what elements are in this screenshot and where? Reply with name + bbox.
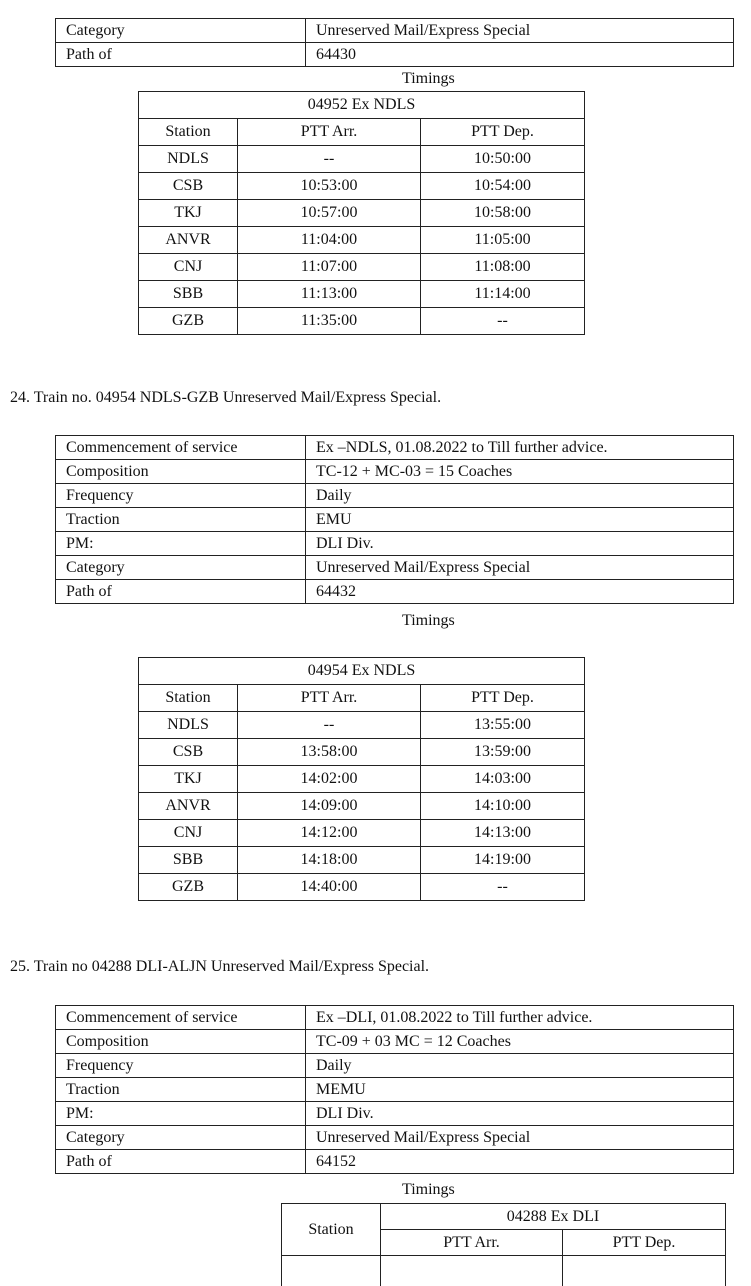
details-row	[56, 484, 734, 508]
details-row	[56, 508, 734, 532]
timetable-row-empty	[282, 1256, 726, 1286]
timetable-title-row	[139, 658, 585, 685]
header-station: Station	[139, 119, 238, 146]
timings-label: Timings	[402, 612, 455, 630]
header-station: Station	[139, 685, 238, 712]
departure-cell: --	[421, 874, 585, 901]
details-row	[56, 580, 734, 604]
timetable-row	[139, 820, 585, 847]
header-departure: PTT Dep.	[563, 1230, 726, 1256]
details-value: Ex –NDLS, 01.08.2022 to Till further advice.	[306, 436, 734, 460]
arrival-cell: 11:13:00	[238, 281, 421, 308]
section-heading-24: 24. Train no. 04954 NDLS-GZB Unreserved Mail/Express Special.	[10, 389, 441, 407]
timetable-header-row	[139, 685, 585, 712]
details-key: Commencement of service	[56, 436, 306, 460]
departure-cell: 11:05:00	[421, 227, 585, 254]
train-details-table-04954	[55, 435, 734, 604]
station-cell: TKJ	[139, 766, 238, 793]
arrival-cell: 11:35:00	[238, 308, 421, 335]
departure-cell: 14:10:00	[421, 793, 585, 820]
details-row	[56, 43, 734, 67]
details-value: DLI Div.	[306, 1102, 734, 1126]
details-value: 64152	[306, 1150, 734, 1174]
train-details-table-04288	[55, 1005, 734, 1174]
arrival-cell: 14:09:00	[238, 793, 421, 820]
station-cell: SBB	[139, 281, 238, 308]
arrival-cell: 10:57:00	[238, 200, 421, 227]
details-value: TC-09 + 03 MC = 12 Coaches	[306, 1030, 734, 1054]
details-key: Category	[56, 19, 306, 43]
arrival-cell: 11:04:00	[238, 227, 421, 254]
details-key: Frequency	[56, 1054, 306, 1078]
arrival-cell	[381, 1256, 563, 1286]
details-value: Daily	[306, 1054, 734, 1078]
details-row	[56, 556, 734, 580]
details-key: PM:	[56, 532, 306, 556]
station-cell: SBB	[139, 847, 238, 874]
train-details-table-04952	[55, 18, 734, 67]
details-row	[56, 1054, 734, 1078]
timetable-row	[139, 200, 585, 227]
details-key: Traction	[56, 508, 306, 532]
timetable-row	[139, 308, 585, 335]
station-cell: CNJ	[139, 254, 238, 281]
details-value: MEMU	[306, 1078, 734, 1102]
timetable-row	[139, 766, 585, 793]
station-cell: NDLS	[139, 146, 238, 173]
arrival-cell: 14:18:00	[238, 847, 421, 874]
details-key: Traction	[56, 1078, 306, 1102]
details-value: TC-12 + MC-03 = 15 Coaches	[306, 460, 734, 484]
station-cell: CSB	[139, 739, 238, 766]
timings-label: Timings	[402, 70, 455, 88]
arrival-cell: 14:02:00	[238, 766, 421, 793]
departure-cell: 14:19:00	[421, 847, 585, 874]
section-heading-25: 25. Train no 04288 DLI-ALJN Unreserved Mail/Express Special.	[10, 958, 429, 976]
details-row	[56, 436, 734, 460]
details-value: Unreserved Mail/Express Special	[306, 1126, 734, 1150]
timetable-title: 04288 Ex DLI	[381, 1204, 726, 1230]
timetable-row	[139, 227, 585, 254]
details-key: Path of	[56, 43, 306, 67]
station-cell: ANVR	[139, 793, 238, 820]
details-row	[56, 1150, 734, 1174]
arrival-cell: 10:53:00	[238, 173, 421, 200]
timetable-row	[139, 739, 585, 766]
station-cell: CNJ	[139, 820, 238, 847]
timetable-title-row	[282, 1204, 726, 1230]
header-arrival: PTT Arr.	[238, 685, 421, 712]
departure-cell: --	[421, 308, 585, 335]
arrival-cell: 14:12:00	[238, 820, 421, 847]
timetable-title-row	[139, 92, 585, 119]
station-cell	[282, 1256, 381, 1286]
timetable-row	[139, 874, 585, 901]
station-cell: GZB	[139, 308, 238, 335]
timetable-row	[139, 847, 585, 874]
timetable-04954	[138, 657, 585, 901]
arrival-cell: 14:40:00	[238, 874, 421, 901]
departure-cell: 10:50:00	[421, 146, 585, 173]
station-cell: NDLS	[139, 712, 238, 739]
details-key: Category	[56, 556, 306, 580]
timetable-title: 04952 Ex NDLS	[139, 92, 585, 119]
departure-cell: 13:55:00	[421, 712, 585, 739]
details-row	[56, 460, 734, 484]
timings-label: Timings	[402, 1181, 455, 1199]
details-value: 64432	[306, 580, 734, 604]
departure-cell: 11:08:00	[421, 254, 585, 281]
details-row	[56, 1006, 734, 1030]
station-cell: CSB	[139, 173, 238, 200]
details-value: Unreserved Mail/Express Special	[306, 19, 734, 43]
arrival-cell: 13:58:00	[238, 739, 421, 766]
details-key: Path of	[56, 580, 306, 604]
station-cell: ANVR	[139, 227, 238, 254]
details-value: 64430	[306, 43, 734, 67]
details-row	[56, 532, 734, 556]
departure-cell: 10:54:00	[421, 173, 585, 200]
details-value: EMU	[306, 508, 734, 532]
details-key: Composition	[56, 1030, 306, 1054]
details-key: PM:	[56, 1102, 306, 1126]
details-row	[56, 1126, 734, 1150]
departure-cell: 13:59:00	[421, 739, 585, 766]
details-value: DLI Div.	[306, 532, 734, 556]
arrival-cell: --	[238, 712, 421, 739]
header-departure: PTT Dep.	[421, 119, 585, 146]
details-row	[56, 19, 734, 43]
header-arrival: PTT Arr.	[381, 1230, 563, 1256]
timetable-row	[139, 146, 585, 173]
timetable-row	[139, 712, 585, 739]
details-key: Category	[56, 1126, 306, 1150]
timetable-row	[139, 793, 585, 820]
departure-cell	[563, 1256, 726, 1286]
header-departure: PTT Dep.	[421, 685, 585, 712]
details-value: Unreserved Mail/Express Special	[306, 556, 734, 580]
departure-cell: 10:58:00	[421, 200, 585, 227]
details-row	[56, 1102, 734, 1126]
station-cell: TKJ	[139, 200, 238, 227]
header-arrival: PTT Arr.	[238, 119, 421, 146]
details-key: Frequency	[56, 484, 306, 508]
arrival-cell: 11:07:00	[238, 254, 421, 281]
details-key: Path of	[56, 1150, 306, 1174]
departure-cell: 14:13:00	[421, 820, 585, 847]
details-row	[56, 1078, 734, 1102]
departure-cell: 14:03:00	[421, 766, 585, 793]
timetable-04952	[138, 91, 585, 335]
timetable-04288	[281, 1203, 726, 1286]
timetable-header-row	[139, 119, 585, 146]
station-cell: GZB	[139, 874, 238, 901]
arrival-cell: --	[238, 146, 421, 173]
timetable-title: 04954 Ex NDLS	[139, 658, 585, 685]
details-row	[56, 1030, 734, 1054]
timetable-row	[139, 254, 585, 281]
details-value: Ex –DLI, 01.08.2022 to Till further advice.	[306, 1006, 734, 1030]
header-station: Station	[282, 1204, 381, 1256]
details-key: Commencement of service	[56, 1006, 306, 1030]
details-value: Daily	[306, 484, 734, 508]
departure-cell: 11:14:00	[421, 281, 585, 308]
details-key: Composition	[56, 460, 306, 484]
timetable-row	[139, 281, 585, 308]
timetable-row	[139, 173, 585, 200]
